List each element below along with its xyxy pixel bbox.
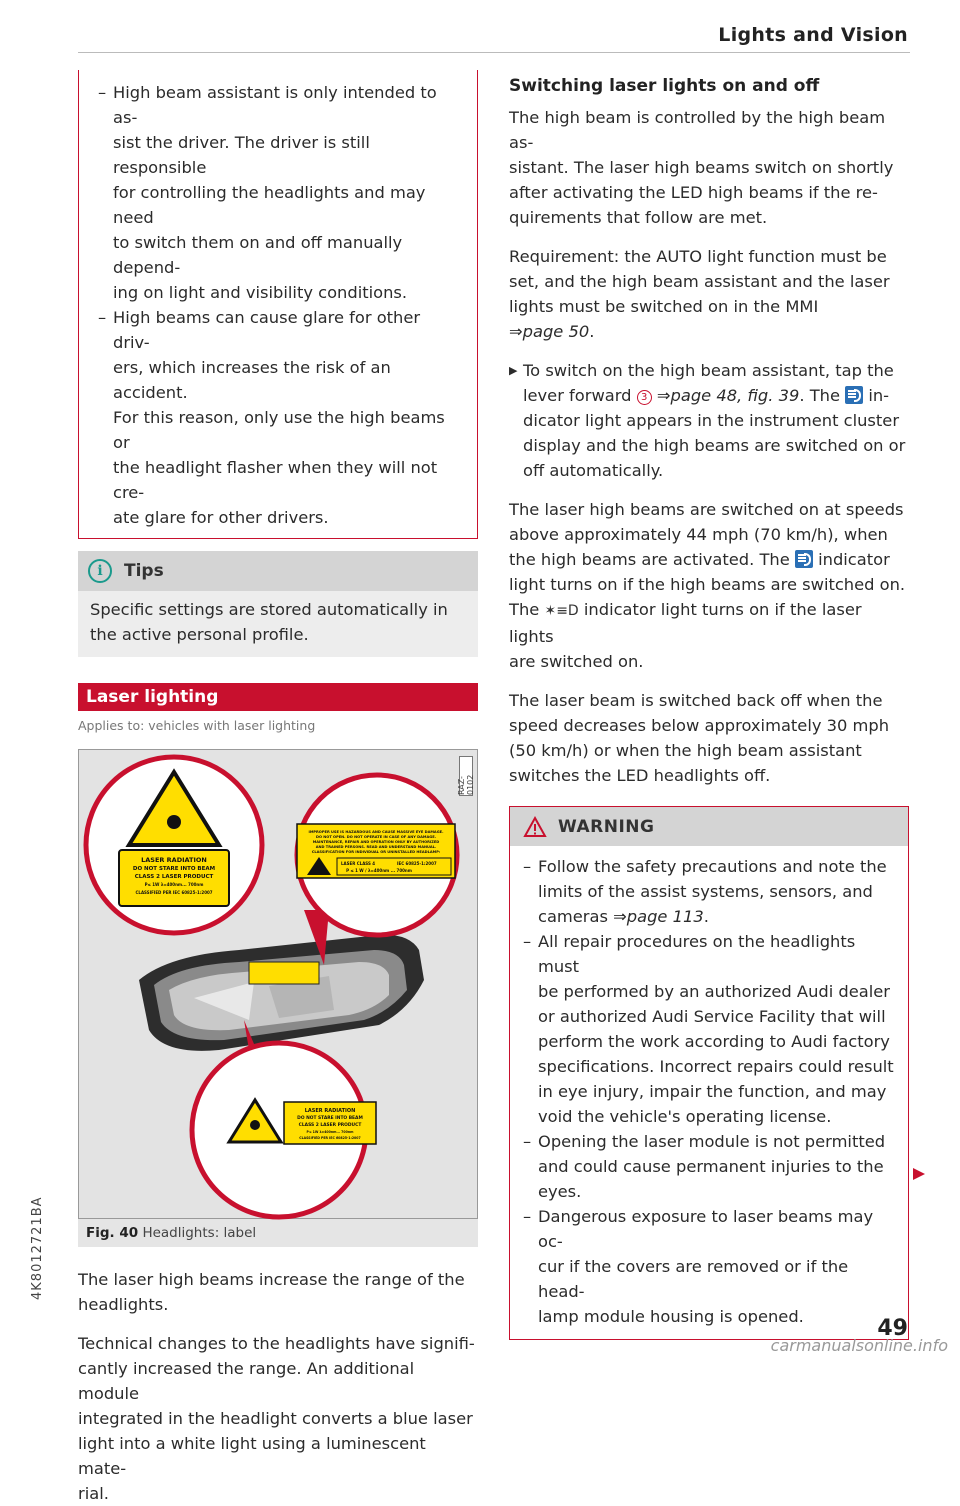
label-line: CLASS 2 LASER PRODUCT	[134, 874, 214, 880]
big-label-line: IMPROPER USE IS HAZARDOUS AND CAUSE MASSIVE EYE DAMAGE.	[308, 830, 444, 834]
page-link[interactable]: ⇒page 50	[509, 322, 590, 341]
warning-title: WARNING	[558, 816, 655, 837]
warning-item: – Opening the laser module is not permitted and could cause permanent injuries to the eyes.	[523, 1132, 886, 1201]
paragraph: The high beam is controlled by the high beam as- sistant. The laser high beams switch on shortly after activating the LED high beams if the re- quirements that follow are met.	[509, 108, 894, 227]
tips-title: Tips	[124, 561, 164, 581]
applies-to: Applies to: vehicles with laser lighting	[78, 718, 316, 733]
laser-light-icon: ✶≡D	[544, 603, 579, 619]
page-header-title: Lights and Vision	[718, 24, 908, 46]
label-line: P≤ 1W λ=400nm... 700nm	[306, 1130, 354, 1134]
label-line: CLASSIFIED PER IEC 60825-1:2007	[299, 1136, 361, 1140]
big-label-line: DO NOT OPEN. DO NOT OPERATE IN CASE OF ANY DAMAGE.	[315, 835, 437, 839]
right-column	[509, 70, 909, 1340]
high-beam-assistant-icon	[845, 386, 863, 404]
paragraph-text: .	[589, 322, 595, 341]
subheading: Switching laser lights on and off	[509, 76, 820, 96]
headlight-illustration	[79, 750, 479, 1220]
warning-item-text: All repair procedures on the headlights must be performed by an authorized Audi dealer or authorized Audi Service Facility that will perform the work according to Audi factory specifications. Incorrect repairs could result in eye injury, impair the function, and may void the vehicle's operating license.	[538, 932, 894, 1126]
step-text: in- dicator light appears in the instrument cluster display and the high beams are switched on or off automatically.	[523, 386, 906, 480]
left-column	[78, 70, 478, 1506]
side-code-wrapper	[30, 1196, 50, 1420]
warning-box	[509, 806, 909, 1340]
page-link[interactable]: ⇒page 113	[613, 907, 704, 926]
warning-continuation-box	[78, 70, 478, 539]
document-code: 4K8012721BA	[30, 1196, 45, 1300]
page-number: 49	[877, 1316, 908, 1341]
warning-item-text: Follow the safety precautions and note the limits of the assist systems, sensors, and cameras	[538, 857, 887, 926]
info-icon: i	[88, 559, 112, 583]
paragraph-text: indicator light turns on if the high beams are switched on. The	[509, 550, 906, 619]
figure-caption	[78, 1219, 478, 1247]
label-line: DO NOT STARE INTO BEAM	[132, 866, 216, 872]
big-label-line: CLASSIFICATION FOR INDIVIDUAL OR UNINSTALLED HEADLAMP:	[311, 850, 441, 854]
class4-line: IEC 60825-1:2007	[397, 861, 437, 866]
warning-header	[510, 806, 908, 846]
paragraph-text: The laser high beams are switched on at speeds above approximately 44 mph (70 km/h), when the high beams are activated. The	[509, 500, 904, 569]
warning-item-text: Opening the laser module is not permitted and could cause permanent injuries to the eyes.	[538, 1132, 886, 1201]
caption-label: Fig. 40	[86, 1225, 139, 1241]
warning-triangle-icon	[524, 817, 546, 837]
page-link[interactable]: ⇒page 48, fig. 39	[656, 386, 800, 405]
label-line: LASER RADIATION	[304, 1108, 356, 1114]
caption-text: Headlights: label	[142, 1225, 257, 1241]
label-line: CLASSIFIED PER IEC 60825-1:2007	[135, 890, 213, 895]
warning-item: – Follow the safety precautions and note the limits of the assist systems, sensors, and cameras ⇒page 113.	[523, 857, 887, 926]
continue-arrow-icon	[913, 1168, 925, 1180]
section-title: Laser lighting	[78, 683, 478, 711]
paragraph: The laser high beams increase the range of the headlights.	[78, 1270, 465, 1314]
step-text: . The	[799, 386, 846, 405]
warning-item-text: High beam assistant is only intended to as- sist the driver. The driver is still responsible for controlling the headlights and may need to switch them on and off manually depend- ing on light and visibility conditions.	[113, 83, 437, 302]
label-line: DO NOT STARE INTO BEAM	[297, 1116, 363, 1121]
warning-body	[510, 846, 908, 1339]
warning-item: – Dangerous exposure to laser beams may oc- cur if the covers are removed or if the head- lamp module housing is opened.	[523, 1207, 874, 1326]
figure-code: RAZ-0102	[459, 756, 473, 796]
paragraph-text: Requirement: the AUTO light function must be set, and the high beam assistant and the laser lights must be switched on in the MMI	[509, 247, 890, 316]
warning-item: – All repair procedures on the headlights must be performed by an authorized Audi dealer or authorized Audi Service Facility that will perform the work according to Audi factory specifications. Incorrect repairs could result in eye injury, impair the function, and may void the vehicle's operating license.	[523, 932, 894, 1126]
class4-line: LASER CLASS 4	[341, 861, 376, 866]
paragraph: The laser beam is switched back off when the speed decreases below approximately 30 mph (50 km/h) or when the high beam assistant switches the LED headlights off.	[509, 691, 890, 785]
step-text: To switch on the high beam assistant, tap the lever forward	[523, 361, 894, 405]
paragraph	[509, 497, 909, 674]
warning-item-text: High beams can cause glare for other driv- ers, which increases the risk of an accident. For this reason, only use the high beams or the headlight flasher when they will not cre- ate glare for other drivers.	[113, 308, 445, 527]
label-line: P≤ 1W λ=400nm... 700nm	[144, 882, 204, 887]
class4-line: P ≤ 1 W / λ=400nm ... 700nm	[346, 868, 412, 873]
step-arrow-icon: ▶	[509, 364, 518, 377]
warning-item: – High beam assistant is only intended to as- sist the driver. The driver is still responsible for controlling the headlights and may need to switch them on and off manually depend- ing on light and visibility conditions.	[98, 83, 437, 302]
paragraph: Technical changes to the headlights have signifi- cantly increased the range. An additional module integrated in the headlight converts a blue laser light into a white light using a luminescent mate- rial.	[78, 1334, 475, 1503]
paragraph-text: indicator light turns on if the laser lights are switched on.	[509, 600, 862, 671]
high-beam-icon	[795, 550, 813, 568]
big-label-line: MAINTENANCE, REPAIR AND OPERATION ONLY BY AUTHORIZED	[312, 840, 440, 844]
header-divider	[78, 52, 910, 53]
warning-item-text: Dangerous exposure to laser beams may oc- cur if the covers are removed or if the head- lamp module housing is opened.	[538, 1207, 874, 1326]
label-line: CLASS 2 LASER PRODUCT	[298, 1123, 362, 1128]
warning-item-text: .	[703, 907, 709, 926]
tips-body: Specific settings are stored automatically in the active personal profile.	[78, 591, 478, 657]
callout-number: 3	[637, 390, 652, 405]
watermark: carmanualsonline.info	[770, 1336, 948, 1355]
label-line: LASER RADIATION	[141, 856, 207, 864]
headlight-figure	[78, 749, 478, 1219]
paragraph	[509, 244, 909, 344]
tips-header	[78, 551, 478, 591]
instruction-step	[509, 358, 909, 483]
big-label-line: AND TRAINED PERSONS. READ AND UNDERSTAND MANUAL.	[315, 845, 437, 849]
warning-item: – High beams can cause glare for other driv- ers, which increases the risk of an accident. For this reason, only use the high beams or the headlight flasher when they will not cre- ate glare for other drivers.	[98, 308, 445, 527]
